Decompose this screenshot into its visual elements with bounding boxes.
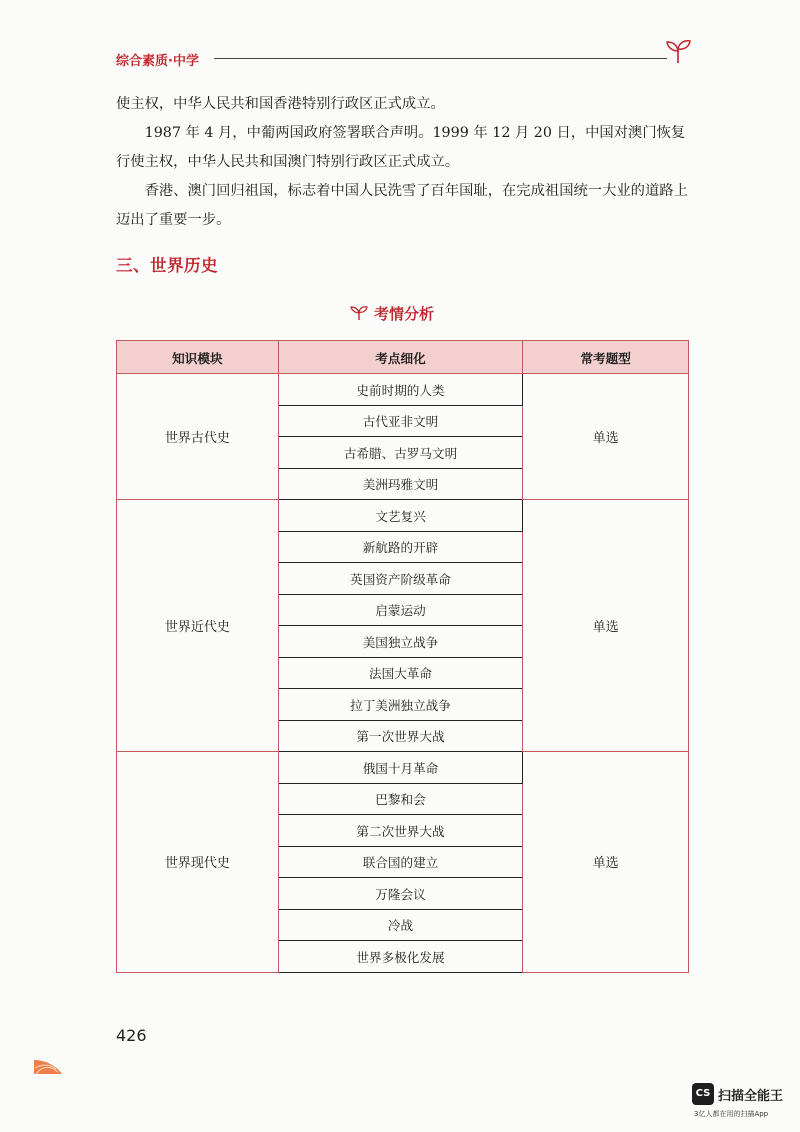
point-cell: 世界多极化发展 bbox=[278, 941, 523, 973]
point-cell: 古希腊、古罗马文明 bbox=[278, 437, 523, 469]
table-row bbox=[117, 752, 689, 784]
column-header: 考点细化 bbox=[278, 341, 523, 374]
point-cell: 美洲玛雅文明 bbox=[278, 468, 523, 500]
table-row bbox=[117, 500, 689, 532]
module-cell: 世界近代史 bbox=[117, 500, 279, 752]
point-cell: 第一次世界大战 bbox=[278, 720, 523, 752]
point-cell: 史前时期的人类 bbox=[278, 374, 523, 406]
point-cell: 古代亚非文明 bbox=[278, 405, 523, 437]
cs-logo-icon: CS bbox=[692, 1083, 714, 1105]
paragraph-reunification: 香港、澳门回归祖国，标志着中国人民洗雪了百年国耻，在完成祖国统一大业的道路上迈出了重要一步。 bbox=[116, 183, 688, 228]
point-cell: 法国大革命 bbox=[278, 657, 523, 689]
paragraph-continued: 使主权，中华人民共和国香港特别行政区正式成立。 bbox=[116, 96, 445, 112]
point-cell: 俄国十月革命 bbox=[278, 752, 523, 784]
watermark-name: 扫描全能王 bbox=[718, 1089, 784, 1104]
running-header-title: 综合素质·中学 bbox=[116, 54, 199, 69]
point-cell: 冷战 bbox=[278, 909, 523, 941]
table-row bbox=[117, 374, 689, 406]
running-header-rule bbox=[214, 58, 667, 59]
paragraph-macau: 1987 年 4 月，中葡两国政府签署联合声明。1999 年 12 月 20 日，中国对澳门恢复行使主权，中华人民共和国澳门特别行政区正式成立。 bbox=[116, 125, 686, 170]
module-cell: 世界古代史 bbox=[117, 374, 279, 500]
sprout-icon bbox=[664, 38, 692, 64]
module-cell: 世界现代史 bbox=[117, 752, 279, 973]
scanner-watermark bbox=[692, 1083, 796, 1123]
table-title-text: 考情分析 bbox=[374, 305, 435, 323]
table-title bbox=[350, 303, 434, 324]
corner-decoration-icon bbox=[34, 1056, 62, 1074]
point-cell: 文艺复兴 bbox=[278, 500, 523, 532]
point-cell: 联合国的建立 bbox=[278, 846, 523, 878]
point-cell: 美国独立战争 bbox=[278, 626, 523, 658]
page-number: 426 bbox=[116, 1026, 147, 1045]
point-cell: 巴黎和会 bbox=[278, 783, 523, 815]
point-cell: 新航路的开辟 bbox=[278, 531, 523, 563]
section-heading: 三、世界历史 bbox=[116, 256, 218, 275]
type-cell: 单选 bbox=[523, 374, 689, 500]
point-cell: 拉丁美洲独立战争 bbox=[278, 689, 523, 721]
point-cell: 英国资产阶级革命 bbox=[278, 563, 523, 595]
type-cell: 单选 bbox=[523, 500, 689, 752]
column-header: 常考题型 bbox=[523, 341, 689, 374]
column-header: 知识模块 bbox=[117, 341, 279, 374]
point-cell: 第二次世界大战 bbox=[278, 815, 523, 847]
type-cell: 单选 bbox=[523, 752, 689, 973]
watermark-tagline: 3亿人都在用的扫描App bbox=[694, 1110, 769, 1118]
point-cell: 万隆会议 bbox=[278, 878, 523, 910]
point-cell: 启蒙运动 bbox=[278, 594, 523, 626]
table-header-row bbox=[117, 341, 689, 374]
sprout-icon bbox=[350, 305, 368, 321]
exam-analysis-table bbox=[116, 340, 689, 973]
